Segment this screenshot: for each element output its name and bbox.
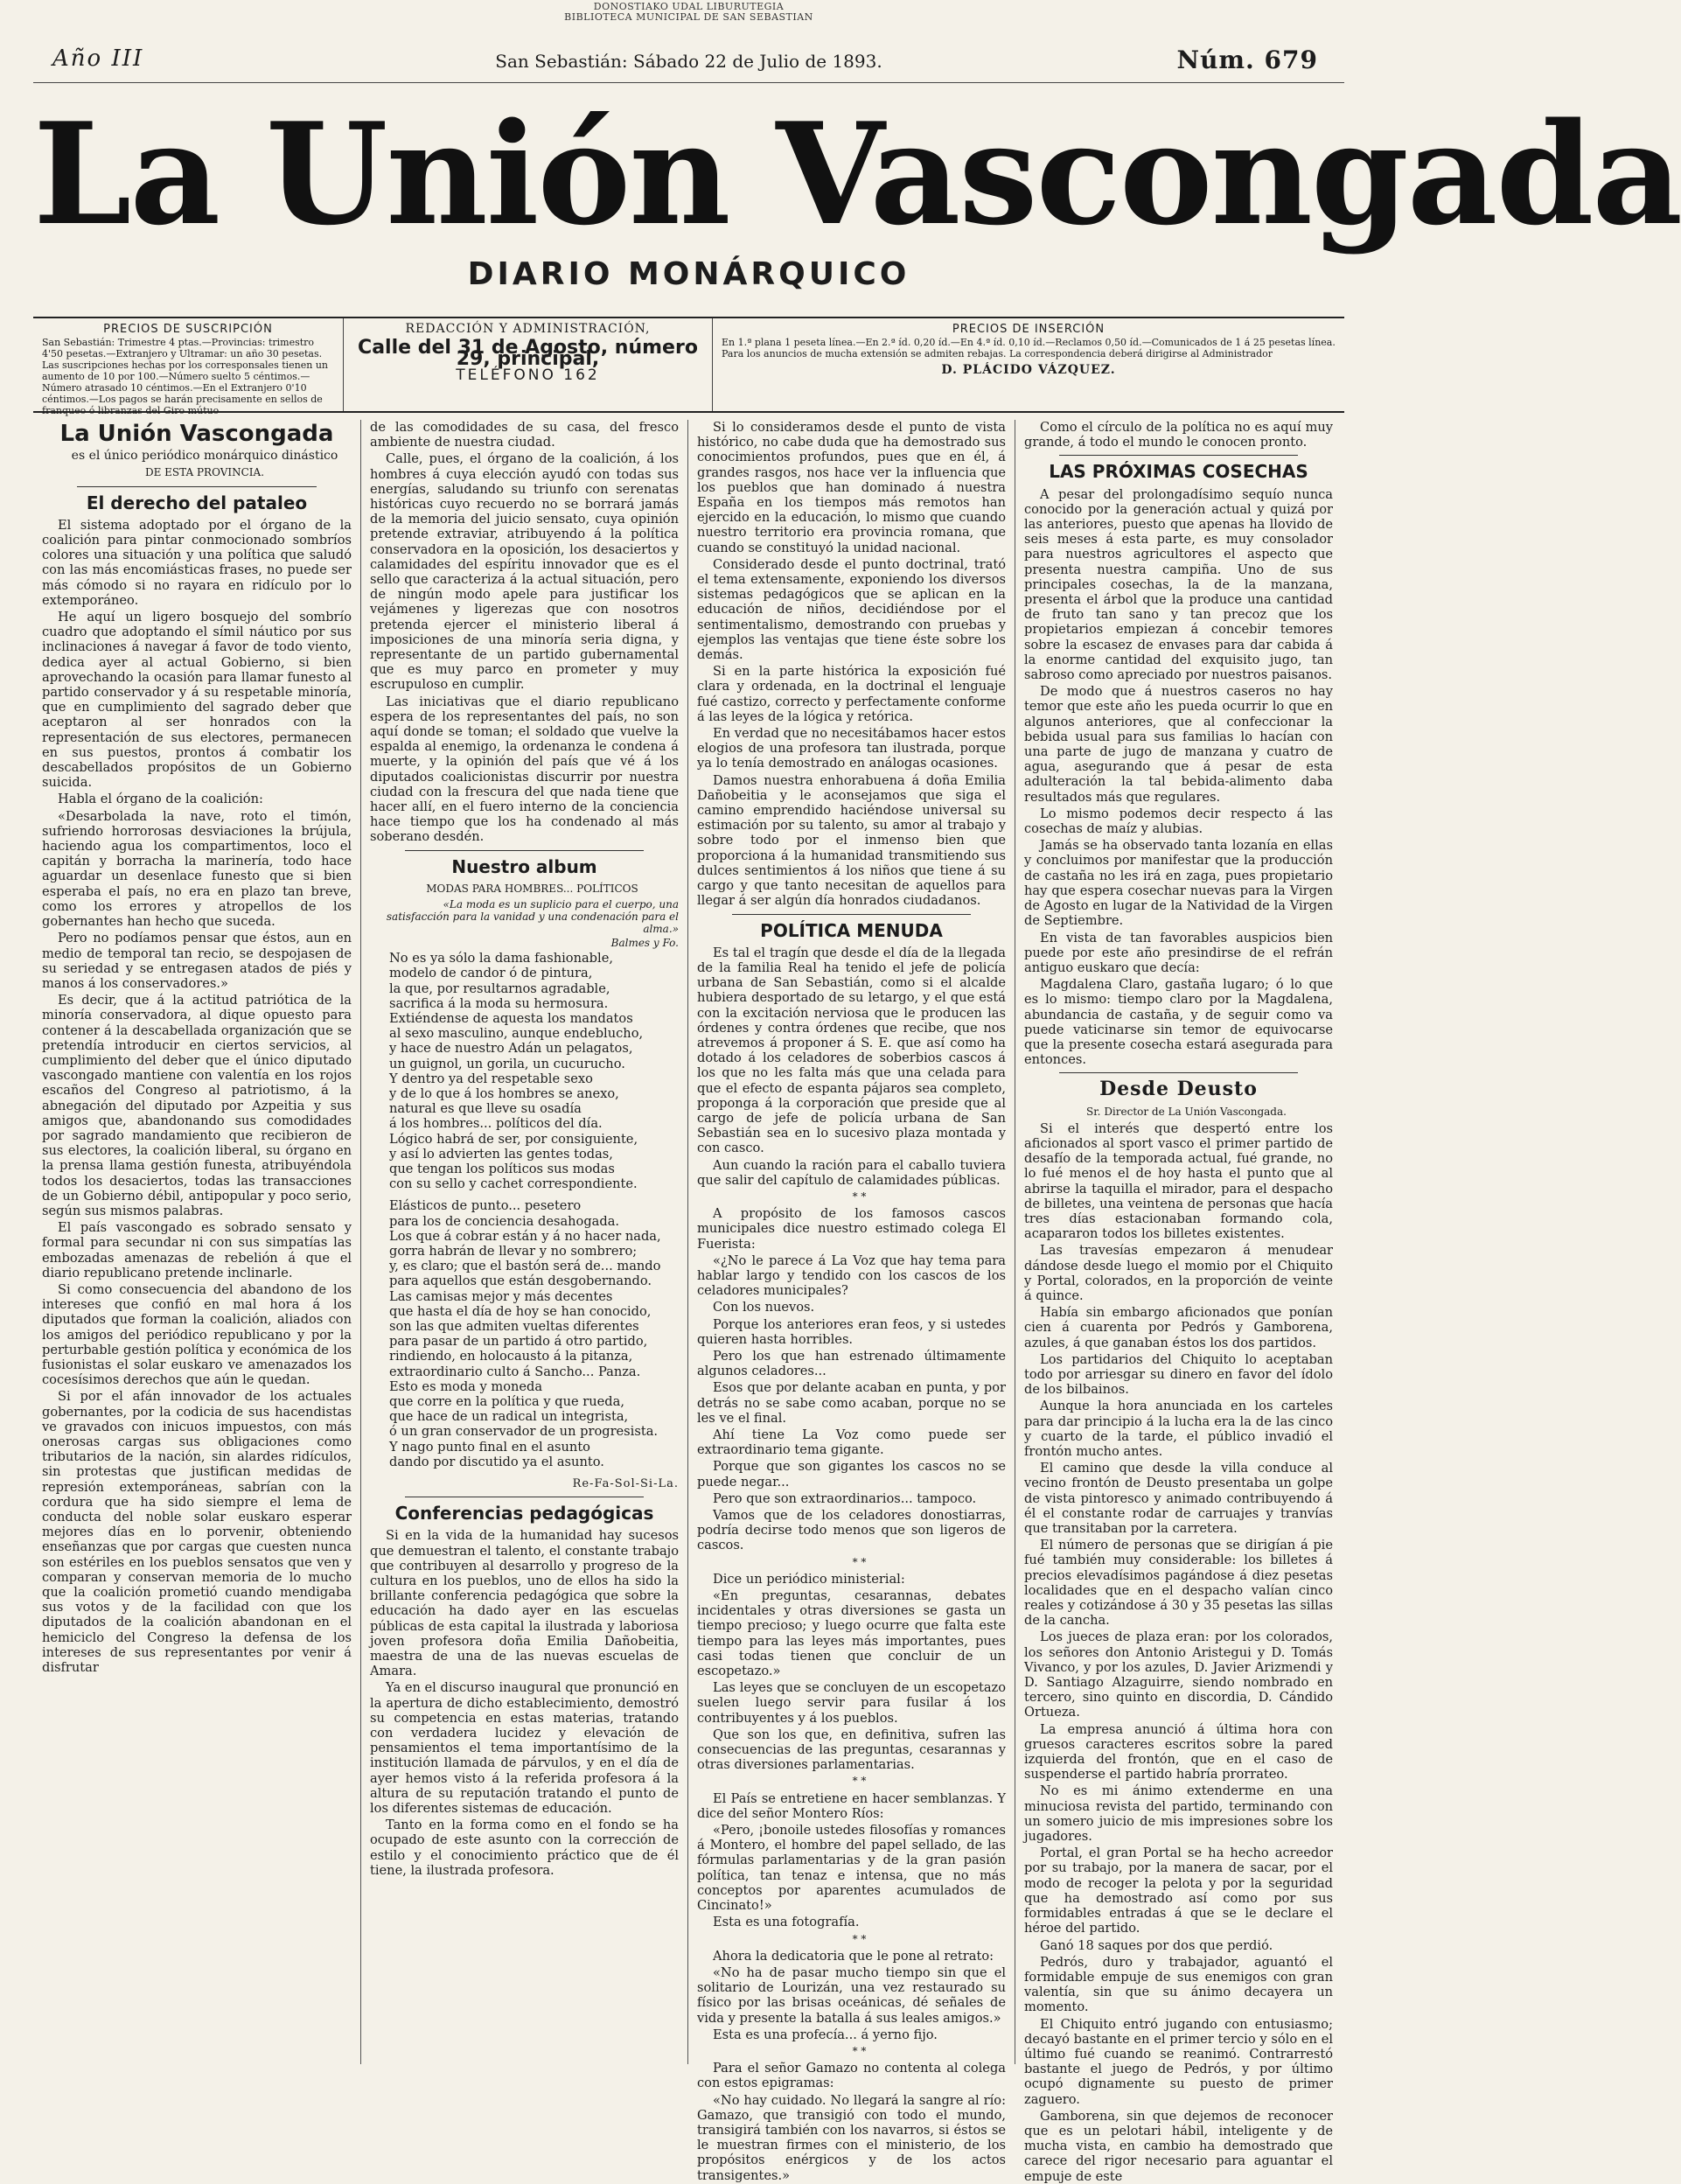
- section-star: * *: [852, 1190, 867, 1203]
- paragraph: «¿No le parece á La Voz que hay tema para hablar largo y tendido con los cascos de los celadores municipales?: [697, 1252, 1006, 1299]
- verse-line: Los que á cobrar están y á no hacer nada,: [389, 1228, 661, 1244]
- paragraph: He aquí un ligero bosquejo del sombrío cuadro que adoptando el símil náutico por sus inclinaciones á navegar á favor de todo viento, dedica ayer al actual Gobierno, si bien aprovechando la ocasión para llamar funesto al partido conservador y á su respetable minoría, que en cumplimiento del sagrado deber que aceptaron al ser honrados con la representación de sus electores, permanecen en sus puestos, prontos á combatir los descabellados propósitos de un Gobierno suicida.: [42, 610, 352, 791]
- paragraph: En vista de tan favorables auspicios bien puede por este año presindirse de el refrán antiguo euskaro que decía:: [1024, 930, 1333, 975]
- paragraph: Ahora la dedicatoria que le pone al retrato:: [713, 1948, 994, 1964]
- verse-stanza-2: [370, 1198, 679, 1469]
- paragraph: Es decir, que á la actitud patriótica de la minoría conservadora, al dique opuesto para contener á la descabellada organización que se pretendía introducir en ciertos servicios, al cumplimiento del deber que el único diputado vascongado mantiene con valentía en los rojos escaños del Congreso al patriotismo, á la abnegación del diputado por Azpeitia y sus amigos que, abandonando sus comodidades por sagrado mandamiento que recibieron de sus electores, la coalición liberal, su órgano en la prensa llama gestión funesta, atribuyéndola todos los desaciertos, todas las transacciones de un Gobierno débil, antipopular y poco serio, según sus mismos palabras.: [42, 993, 352, 1218]
- paragraph: Con los nuevos.: [713, 1300, 815, 1315]
- paragraph: Esta es una profecía... á yerno fijo.: [713, 2027, 938, 2042]
- verse-line: Esto es moda y moneda: [389, 1378, 543, 1394]
- verse-line: para los de conciencia desahogada.: [389, 1213, 620, 1229]
- verse-line: gorra habrán de llevar y no sombrero;: [389, 1243, 638, 1259]
- paragraph: Ahí tiene La Voz como puede ser extraordinario tema gigante.: [697, 1427, 1006, 1458]
- album-epigraph: «La moda es un suplicio para el cuerpo, una satisfacción para la vanidad y una condenación para el alma.»: [386, 898, 679, 936]
- paragraph: Los jueces de plaza eran: por los colorados, los señores don Antonio Aristegui y D. Tomás Vivanco, y por los azules, D. Javier Arizmendi y D. Santiago Alzaguirre, siendo nombrado en tercero, sino quinto en discordia, D. Cándido Ortueza.: [1024, 1629, 1333, 1720]
- verse-line: á los hombres... políticos del día.: [389, 1116, 603, 1132]
- issue-number: Núm. 679: [1176, 45, 1318, 74]
- paragraph: Si por el afán innovador de los actuales gobernantes, por la codicia de sus hacendistas ve gravados con inicuos impuestos, con más onerosas cargas sus obligaciones como tributarios de la nación, sin alardes ridículos, sin protestas que justifican medidas de represión extemporáneas, sabrían con la cordura que ha sido siempre el lema de conducta del noble solar euskaro esperar mejores días en lo porvenir, obteniendo enseñanzas que por cargas que cuesten nunca son estériles en los pueblos sensatos que ven y comparan y conservan memoria de lo mucho que la coalición prometió cuando mendigaba sus votos y de la facilidad con que los diputados de la coalición abandonan en el hemiciclo del Congreso la defensa de los intereses de sus representantes por venir á disfrutar: [42, 1389, 352, 1676]
- verse-line: y hace de nuestro Adán un pelagatos,: [389, 1041, 633, 1057]
- paragraph: La empresa anunció á última hora con gruesos caracteres escritos sobre la pared izquierda del frontón, que en el caso de suspenderse el partido habría prorrateo.: [1024, 1721, 1333, 1783]
- verse-line: y así lo advierten las gentes todas,: [389, 1146, 613, 1162]
- paper-tagline-2: DE ESTA PROVINCIA.: [144, 466, 265, 479]
- paragraph: «Pero, ¡bonoile ustedes filosofías y romances á Montero, el hombre del papel sellado, de las fórmulas parlamentarias y de la gran pasión política, tan tenaz e intensa, que no más conceptos por aparentes acumulados de Cincinato!»: [697, 1823, 1006, 1914]
- verse-line: y de lo que á los hombres se anexo,: [389, 1085, 619, 1101]
- archive-line-2: BIBLIOTECA MUNICIPAL DE SAN SEBASTIAN: [564, 11, 813, 23]
- redaction-telephone: TELÉFONO 162: [456, 366, 600, 384]
- conferencias-heading: Conferencias pedagógicas: [394, 1503, 654, 1525]
- verse-line: No es ya sólo la dama fashionable,: [389, 951, 613, 966]
- verse-line: extraordinario culto á Sancho... Panza.: [389, 1364, 641, 1379]
- paragraph: «En preguntas, cesarannas, debates incidentales y otras diversiones se gasta un tiempo precioso; y luego ocurre que falta este tiempo para las leyes más importantes, pues casi todas tienen que concluir de un escopetazo.»: [697, 1588, 1006, 1679]
- paragraph: Para el señor Gamazo no contenta al colega con estos epigramas:: [697, 2061, 1006, 2091]
- issue-year: Año III: [52, 45, 144, 72]
- verse-line: para aquellos que están desgobernando.: [389, 1273, 652, 1289]
- paragraph: Aun cuando la ración para el caballo tuviera que salir del capítulo de calamidades públicas.: [697, 1157, 1006, 1188]
- divider: [405, 850, 644, 851]
- album-signature: Re-Fa-Sol-Si-La.: [572, 1477, 679, 1490]
- paragraph: Pero no podíamos pensar que éstos, aun en medio de temporal tan recio, se despojasen de su seriedad y se entregasen atados de piés y manos á los conservadores.»: [42, 931, 352, 991]
- paragraph: En verdad que no necesitábamos hacer estos elogios de una profesora tan ilustrada, porque ya lo tenía demostrado en análogas ocasiones.: [697, 726, 1006, 771]
- paragraph: Tanto en la forma como en el fondo se ha ocupado de este asunto con la corrección de estilo y el conocimiento práctico que de él tiene, la ilustrada profesora.: [370, 1818, 679, 1878]
- verse-line: con su sello y cachet correspondiente.: [389, 1176, 638, 1192]
- divider: [732, 914, 971, 915]
- insertion-title: PRECIOS DE INSERCIÓN: [952, 323, 1106, 336]
- paragraph: Ya en el discurso inaugural que pronunció en la apertura de dicho establecimiento, demostró su competencia en estas materias, tratando con verdadera lucidez y elevación de pensamientos el tema importantísimo de la institución llamada de párvulos, y en el día de ayer hemos visto á la referida profesora á la altura de su reputación tratando el punto de los diferentes sistemas de educación.: [370, 1680, 679, 1817]
- paragraph: Vamos que de los celadores donostiarras, podría decirse todo menos que son ligeros de cascos.: [697, 1508, 1006, 1553]
- verse-line: ó un gran conservador de un progresista.: [389, 1424, 659, 1440]
- verse-line: para pasar de un partido á otro partido,: [389, 1334, 648, 1350]
- masthead-title: La Unión Vascongada: [33, 92, 1681, 256]
- paragraph: El camino que desde la villa conduce al vecino frontón de Deusto presentaba un golpe de vista pintoresco y animado contribuyendo á él el constante rodar de carruajes y tranvías que transitaban por la carretera.: [1024, 1461, 1333, 1537]
- article-columns: [33, 420, 1344, 2184]
- paragraph: Damos nuestra enhorabuena á doña Emilia Dañobeitia y le aconsejamos que siga el camino emprendido haciéndose universal su estimación por su talento, su amor al trabajo y sobre todo por el inmenso bien que proporciona á la humanidad transmitiendo sus dulces sentimientos á los niños que tiene á su cargo y que tanto necesitan de aquellos para llegar á ser algún día honrados ciudadanos.: [697, 772, 1006, 909]
- verse-line: que hace de un radical un integrista,: [389, 1409, 629, 1425]
- redaction-address: Calle del 31 de Agosto, número 29, principal,: [358, 337, 698, 370]
- redaction-title: REDACCIÓN Y ADMINISTRACIÓN,: [405, 322, 651, 336]
- paragraph: «No hay cuidado. No llegará la sangre al río: Gamazo, que transigió con todo el mundo, transigirá también con los navarros, si éstos se le muestran firmes con el ministerio, de los propósitos enérgicos y de los actos transigentes.»: [697, 2092, 1006, 2183]
- paragraph: Es tal el tragín que desde el día de la llegada de la familia Real ha tenido el jefe de policía urbana de San Sebastián, como si el alcalde hubiera desportado de su letargo, y el que está con la excitación nerviosa que le producen las órdenes y contra órdenes que recibe, que nos atrevemos á proponer á S. E. que así como ha dotado á los celadores de soberbios cascos á los que no les falta más que una celada para que el efecto de espanta pájaros sea completo, proponga á la corporación que preside que al cargo de jefe de policía urbana de San Sebastián sea en lo sucesivo plaza montada y con casco.: [697, 945, 1006, 1156]
- subscription-text: San Sebastián: Trimestre 4 ptas.—Provincias: trimestro 4'50 pesetas.—Extranjero y Ultramar: un año 30 pesetas. Las suscripciones hechas por los corresponsales tienen un aumento de 10 por 100.—Número suelto 5 céntimos.—Número atrasado 10 céntimos.—En el Extranjero 0'10 céntimos.—Los pagos se harán precisamente en sellos de franqueo ó libranzas del Giro mútuo: [42, 337, 329, 416]
- paragraph: No es mi ánimo extenderme en una minuciosa revista del partido, terminando con un somero juicio de mis impresiones sobre los jugadores.: [1024, 1783, 1333, 1845]
- verse-line: rindiendo, en holocausto á la pitanza,: [389, 1349, 633, 1364]
- paragraph: Las leyes que se concluyen de un escopetazo suelen luego servir para fusilar á los contribuyentes y á los pueblos.: [697, 1680, 1006, 1726]
- paragraph: Jamás se ha observado tanta lozanía en ellas y concluimos por manifestar que la producción de castaña no les irá en zaga, pues propietario hay que espera cosechar nuevas para la Virgen de Agosto en lugar de la Natividad de la Virgen de Septiembre.: [1024, 838, 1333, 929]
- paragraph: «No ha de pasar mucho tiempo sin que el solitario de Lourizán, una vez restaurado su físico por las brisas oceánicas, dé señales de vida y presente la batalla á sus leales amigos.»: [697, 1964, 1006, 2026]
- paragraph: Lo mismo podemos decir respecto á las cosechas de maíz y alubias.: [1024, 806, 1333, 837]
- verse-line: Y dentro ya del respetable sexo: [389, 1071, 593, 1086]
- politica-heading: POLÍTICA MENUDA: [760, 919, 943, 941]
- paragraph: Pero los que han estrenado últimamente algunos celadores...: [697, 1348, 1006, 1379]
- verse-line: sacrifica á la moda su hermosura.: [389, 995, 609, 1011]
- info-bar: [33, 317, 1344, 416]
- paragraph: Ganó 18 saques por dos que perdió.: [1040, 1937, 1273, 1953]
- paragraph: Los partidarios del Chiquito lo aceptaban todo por arriesgar su dinero en favor del ídolo de los bilbainos.: [1024, 1351, 1333, 1398]
- paragraph: Habla el órgano de la coalición:: [58, 792, 263, 807]
- paragraph: Si como consecuencia del abandono de los intereses que confió en mal hora á los diputados que forman la coalición, aliados con los amigos del periódico republicano y por la perturbable gestión política y económica de los fusionistas el solar euskaro ve amenazados los cocesísimos derechos que aún le quedan.: [42, 1281, 352, 1388]
- paragraph: Si el interés que despertó entre los aficionados al sport vasco el primer partido de desafío de la temporada actual, fué grande, no lo fué menos el de hoy hasta el punto que al abrirse la taquilla el mirador, para el despacho de billetes, una veintena de personas que hacía tres días estacionaban formando cola, acapararon todos los billetes existentes.: [1024, 1120, 1333, 1242]
- paragraph: Dice un periódico ministerial:: [713, 1571, 905, 1587]
- paragraph: El sistema adoptado por el órgano de la coalición para pintar conmocionado sombríos colores una situación y una política que saludó con las más encomiásticas frases, no puede ser más cómodo si no rayara en ridículo por lo extemporáneo.: [42, 517, 352, 608]
- section-star: * *: [852, 2044, 867, 2057]
- paragraph: El País se entretiene en hacer semblanzas. Y dice del señor Montero Ríos:: [697, 1790, 1006, 1821]
- section-star: * *: [852, 1932, 867, 1945]
- verse-line: modelo de candor ó de pintura,: [389, 966, 593, 981]
- deusto-salutation: Sr. Director de La Unión Vascongada.: [1086, 1105, 1287, 1118]
- album-heading: Nuestro album: [451, 855, 597, 877]
- paragraph: El Chiquito entró jugando con entusiasmo; decayó bastante en el primer tercio y sólo en el último fué cuando se reanimó. Contrarrestó bastante el juego de Pedrós, y por último ocupó dignamente su puesto de primer zaguero.: [1024, 2016, 1333, 2107]
- cosechas-heading: LAS PRÓXIMAS COSECHAS: [1049, 461, 1308, 483]
- paragraph: Porque que son gigantes los cascos no se puede negar...: [697, 1459, 1006, 1490]
- verse-line: Las camisas mejor y más decentes: [389, 1288, 613, 1304]
- paragraph: A pesar del prolongadísimo sequío nunca conocido por la generación actual y quizá por las anteriores, puesto que apenas ha llovido de seis meses á esta parte, es muy consolador para nuestros agricultores el aspecto que presenta nuestra campiña. Uno de sus principales cosechas, la de la manzana, presenta el árbol que la produce una cantidad de fruto tan sano y tan precoz que los propietarios empiezan á concebir temores sobre la escasez de envases para dar cabida á la enorme cantidad del exquisito jugo, tan sabroso como apreciado por nuestros paisanos.: [1024, 486, 1333, 683]
- divider: [77, 486, 317, 487]
- archive-line-1: DONOSTIAKO UDAL LIBURUTEGIA: [593, 1, 785, 12]
- verse-line: Lógico habrá de ser, por consiguiente,: [389, 1131, 638, 1147]
- paper-name-box: La Unión Vascongada: [59, 421, 334, 447]
- paragraph: El país vascongado es sobrado sensato y formal para secundar ni con sus simpatías las embozadas amenazas de rebelión á que el diario republicano pretende inclinarle.: [42, 1220, 352, 1280]
- section-star: * *: [852, 1555, 867, 1568]
- column-1: [33, 420, 360, 2064]
- paragraph: Magdalena Claro, gastaña lugaro; ó lo que es lo mismo: tiempo claro por la Magdalena, abundancia de castaña, y de seguir como va puede vaticinarse sin temor de equivocarse que la presente cosecha estará asegurada para entonces.: [1024, 977, 1333, 1068]
- paper-tagline: es el único periódico monárquico dinástico: [71, 449, 338, 464]
- divider: [1059, 1072, 1298, 1073]
- paragraph: Pero que son extraordinarios... tampoco.: [713, 1490, 977, 1506]
- masthead-subtitle: DIARIO MONÁRQUICO: [467, 256, 910, 292]
- subscription-title: PRECIOS DE SUSCRIPCIÓN: [103, 323, 273, 336]
- paragraph: Esos que por delante acaban en punta, y por detrás no se sabe como acaban, porque no se les ve el final.: [697, 1380, 1006, 1426]
- paragraph: de las comodidades de su casa, del fresco ambiente de nuestra ciudad.: [370, 420, 679, 450]
- verse-line: la que, por resultarnos agradable,: [389, 980, 610, 996]
- column-2: [360, 420, 687, 2064]
- verse-line: y, es claro; que el bastón será de... mando: [389, 1259, 661, 1274]
- paragraph: «Desarbolada la nave, roto el timón, sufriendo horrorosas desviaciones la brújula, haciendo agua los compartimentos, loco el capitán y borracha la marinería, todo hace aguardar un desenlace funesto que si bien esperaba el país, no era en plazo tan breve, como los errores y atropellos de los gobernantes han hecho que suceda.: [42, 808, 352, 930]
- divider: [1059, 455, 1298, 456]
- verse-line: que tengan los políticos sus modas: [389, 1161, 615, 1176]
- paragraph: Que son los que, en definitiva, sufren las consecuencias de las preguntas, cesarannas y otras diversiones parlamentarias.: [697, 1727, 1006, 1773]
- verse-line: dando por discutido ya el asunto.: [389, 1454, 604, 1469]
- subscription-box: [33, 318, 344, 416]
- paragraph: Porque los anteriores eran feos, y si ustedes quieren hasta horribles.: [697, 1316, 1006, 1347]
- redaction-box: [344, 318, 713, 411]
- verse-line: al sexo masculino, aunque endeblucho,: [389, 1026, 644, 1042]
- paragraph: Calle, pues, el órgano de la coalición, á los hombres á cuya elección ayudó con todas sus energías, saludando su triunfo con serenatas históricas cuyo recuerdo no se borrará jamás de la memoria del juicio sensato, cuya opinión pretende extraviar, atribuyendo á la política conservadora en la oposición, los desaciertos y calamidades del espíritu innovador que es el sello que caracteriza á la actual situación, pero de ningún modo apele para justificar los vejámenes y ligerezas que con nosotros pretenda ejercer el ministerio liberal á imposiciones de una minoría seria digna, y representante de un partido gubernamental que es muy parco en prometer y muy escrupuloso en cumplir.: [370, 451, 679, 693]
- paragraph: Si en la parte histórica la exposición fué clara y ordenada, en la doctrinal el lenguaje fué castizo, correcto y perfectamente conforme á las leyes de la lógica y retórica.: [697, 664, 1006, 724]
- verse-line: natural es que lleve su osadía: [389, 1101, 582, 1117]
- album-subheading: MODAS PARA HOMBRES... POLÍTICOS: [426, 882, 638, 895]
- verse-stanza-1: [370, 951, 679, 1191]
- paragraph: Si lo consideramos desde el punto de vista histórico, no cabe duda que ha demostrado sus conocimientos profundos, pues que en él, á grandes rasgos, nos hace ver la influencia que los pueblos que han dominado á nuestra España en los tiempos más remotos han ejercido en la educación, lo mismo que cuando nuestro territorio era provincia romana, que cuando se constituyó la unidad nacional.: [697, 420, 1006, 555]
- paragraph: Como el círculo de la política no es aquí muy grande, á todo el mundo le conocen pronto.: [1024, 420, 1333, 450]
- dateline: [33, 44, 1344, 83]
- paragraph: El número de personas que se dirigían á pie fué también muy considerable: los billetes á precios elevadísimos pagándose á diez pesetas localidades que en el despacho valían cinco reales y cotizándose á 30 y 35 pesetas las sillas de la cancha.: [1024, 1538, 1333, 1629]
- insertion-box: [713, 318, 1344, 411]
- column-4: [1015, 420, 1342, 2184]
- article-heading-pataleo: El derecho del pataleo: [86, 492, 308, 513]
- archive-stamp: [33, 0, 1344, 23]
- verse-line: Extiéndense de aquesta los mandatos: [389, 1010, 633, 1026]
- paragraph: Las iniciativas que el diario republicano espera de los representantes del país, no son aquí donde se toman; el soldado que vuelve la espalda al enemigo, la ordenanza le condena á muerte, y la opinión del país que vé á los diputados coalicionistas discurrir por nuestra ciudad con la frescura del que nada tiene que hacer allí, en el fuero interno de la conciencia hace tiempo que los ha condenado al más soberano desdén.: [370, 694, 679, 845]
- section-star: * *: [852, 1775, 867, 1788]
- paragraph: Pedrós, duro y trabajador, aguantó el formidable empuje de sus enemigos con gran valentía, sin que su ánimo decayera un momento.: [1024, 1954, 1333, 2015]
- paragraph: Portal, el gran Portal se ha hecho acreedor por su trabajo, por la manera de sacar, por el modo de recoger la pelota y por la seguridad que ha demostrado así como por sus formidables entradas á que se le declare el héroe del partido.: [1024, 1846, 1333, 1936]
- administrator-name: D. PLÁCIDO VÁZQUEZ.: [941, 363, 1116, 377]
- deusto-heading: Desde Deusto: [1099, 1078, 1258, 1101]
- column-3: [687, 420, 1015, 2183]
- paragraph: Gamborena, sin que dejemos de reconocer que es un pelotari hábil, inteligente y de mucha vista, en cambio ha demostrado que carece del rigor necesario para aguantar el empuje de este: [1024, 2108, 1333, 2184]
- insertion-text: En 1.ª plana 1 peseta línea.—En 2.ª íd. 0,20 íd.—En 4.ª íd. 0,10 íd.—Reclamos 0,50 íd.—Comunicados de 1 á 25 pesetas línea. Para los anuncios de mucha extensión se admiten rebajas. La correspondencia deberá dirigirse al Administrador: [722, 337, 1336, 359]
- paragraph: Había sin embargo aficionados que ponían cien á cuarenta por Pedrós y Gamborena, azules, á que ganaban éstos los dos partidos.: [1024, 1305, 1333, 1350]
- paragraph: Considerado desde el punto doctrinal, trató el tema extensamente, exponiendo los diversos sistemas pedagógicos que se aplican en la educación de niños, decidiéndose por el sentimentalismo, demostrando con pruebas y ejemplos las ventajas que tiene éste sobre los demás.: [697, 556, 1006, 663]
- album-epigraph-author: Balmes y Fo.: [610, 937, 679, 950]
- verse-line: Elásticos de punto... pesetero: [389, 1198, 582, 1214]
- paragraph: Esta es una fotografía.: [713, 1915, 860, 1930]
- verse-line: son las que admiten vueltas diferentes: [389, 1318, 639, 1334]
- article-body-pataleo: [42, 518, 352, 1675]
- paragraph: Si en la vida de la humanidad hay sucesos que demuestran el talento, el constante trabajo que contribuyen al desarrollo y progreso de la cultura en los pueblos, uno de ellos ha sido la brillante conferencia pedagógica que sobre la educación ha dado ayer en las escuelas públicas de esta capital la ilustrada y laboriosa joven profesora doña Emilia Dañobeitia, maestra de una de las nuevas escuelas de Amara.: [370, 1528, 679, 1679]
- paragraph: A propósito de los famosos cascos municipales dice nuestro estimado colega El Fuerista:: [697, 1206, 1006, 1252]
- album-verse: [370, 951, 679, 1469]
- issue-date: San Sebastián: Sábado 22 de Julio de 1893.: [495, 51, 882, 72]
- paragraph: Aunque la hora anunciada en los carteles para dar principio á la lucha era la de las cinco y cuarto de la tarde, el público invadió el frontón mucho antes.: [1024, 1399, 1333, 1459]
- verse-line: un guignol, un gorila, un cucurucho.: [389, 1056, 625, 1071]
- paragraph: Las travesías empezaron á menudear dándose desde luego el momio por el Chiquito y Portal, colorados, en la proporción de veinte á quince.: [1024, 1243, 1333, 1303]
- paragraph: De modo que á nuestros caseros no hay temor que este año les pueda ocurrir lo que en algunos anteriores, que al confeccionar la bebida usual para sus familias lo hacían con una parte de jugo de manzana y cuatro de agua, asegurando que á pesar de esta adulteración la tal bebida-alimento daba resultados más que regulares.: [1024, 684, 1333, 805]
- verse-line: Y nago punto final en el asunto: [389, 1439, 590, 1455]
- verse-line: que corre en la política y que rueda,: [389, 1393, 624, 1409]
- verse-line: que hasta el día de hoy se han conocido,: [389, 1303, 652, 1319]
